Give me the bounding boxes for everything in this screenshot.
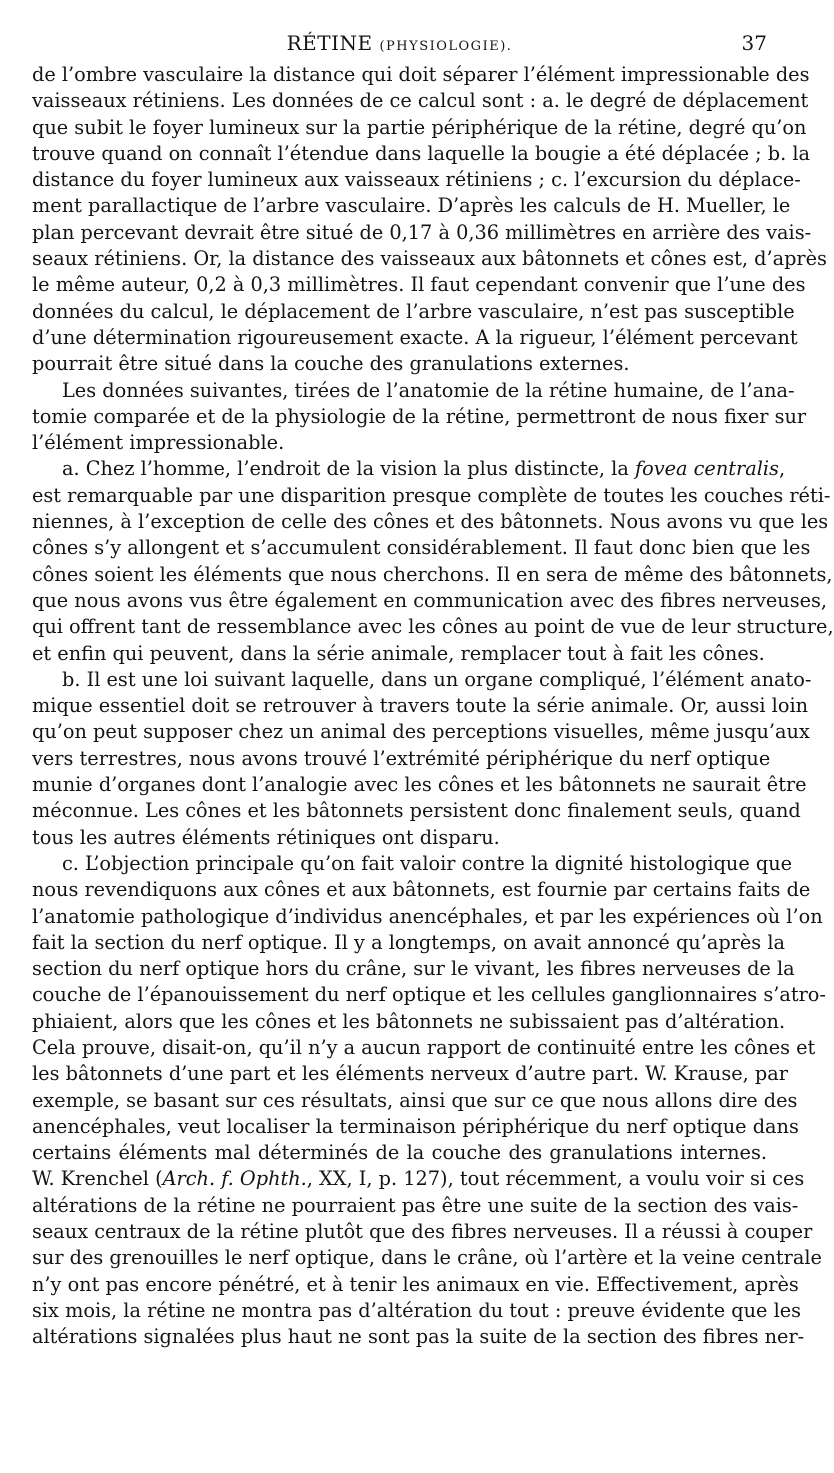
text-line: qui offrent tant de ressemblance avec les cônes au point de vue de leur structure, (32, 615, 834, 639)
text-line: c. L’objection principale qu’on fait valoir contre la dignité histologique que (62, 851, 793, 875)
text-line: d’une détermination rigoureusement exacte. A la rigueur, l’élément percevant (32, 325, 798, 349)
running-title (32, 28, 767, 62)
text-line: seaux rétiniens. Or, la distance des vaisseaux aux bâtonnets et cônes est, d’après (32, 247, 827, 271)
text-line: que subit le foyer lumineux sur la partie périphérique de la rétine, degré qu’on (32, 115, 807, 139)
text-line: certains éléments mal déterminés de la couche des granulations internes. (32, 1141, 767, 1165)
text-line: b. Il est une loi suivant laquelle, dans un organe compliqué, l’élément anato- (62, 667, 812, 691)
text-line (32, 456, 786, 482)
text-line (32, 1166, 805, 1192)
text-line: plan percevant devrait être situé de 0,17 à 0,36 millimètres en arrière des vais- (32, 220, 812, 244)
text-line: Cela prouve, disait-on, qu’il n’y a aucun rapport de continuité entre les cônes et (32, 1035, 816, 1059)
running-title-subtitle: (PHYSIOLOGIE). (379, 39, 513, 54)
text-line: méconnue. Les cônes et les bâtonnets persistent donc finalement seuls, quand (32, 799, 801, 823)
text-line: cônes s’y allongent et s’accumulent considérablement. Il faut donc bien que les (32, 536, 811, 560)
text-line: tomie comparée et de la physiologie de la rétine, permettront de nous fixer sur (32, 404, 807, 428)
text-line: ment parallactique de l’arbre vasculaire. D’après les calculs de H. Mueller, le (32, 194, 791, 218)
text-line: trouve quand on connaît l’étendue dans laquelle la bougie a été déplacée ; b. la (32, 141, 811, 165)
text-line: niennes, à l’exception de celle des cônes et des bâtonnets. Nous avons vu que les (32, 510, 829, 534)
text-segment: W. Krenchel ( (32, 1167, 163, 1191)
text-line: altérations signalées plus haut ne sont pas la suite de la section des fibres ner- (32, 1325, 805, 1349)
text-line: n’y ont pas encore pénétré, et à tenir les animaux en vie. Effectivement, après (32, 1272, 799, 1296)
running-header (32, 28, 767, 58)
text-line: sur des grenouilles le nerf optique, dans le crâne, où l’artère et la veine centrale (32, 1246, 822, 1270)
body-text (32, 62, 834, 1351)
text-segment: , XX, I, p. 127), tout récemment, a voulu voir si ces (306, 1167, 805, 1191)
text-line: cônes soient les éléments que nous cherchons. Il en sera de même des bâtonnets, (32, 562, 833, 586)
text-line: est remarquable par une disparition presque complète de toutes les couches réti- (32, 483, 831, 507)
text-line: que nous avons vus être également en communication avec des fibres nerveuses, (32, 588, 828, 612)
text-line: le même auteur, 0,2 à 0,3 millimètres. Il faut cependant convenir que l’une des (32, 273, 806, 297)
text-line: pourrait être situé dans la couche des granulations externes. (32, 352, 630, 376)
running-title-main: RÉTINE (286, 31, 373, 55)
text-line: les bâtonnets d’une part et les éléments nerveux d’autre part. W. Krause, par (32, 1062, 788, 1086)
text-line: qu’on peut supposer chez un animal des perceptions visuelles, même jusqu’aux (32, 720, 810, 744)
text-line: nous revendiquons aux cônes et aux bâtonnets, est fournie par certains faits de (32, 878, 811, 902)
text-line: phiaient, alors que les cônes et les bâtonnets ne subissaient pas d’altération. (32, 1009, 786, 1033)
text-segment: a. Chez l’homme, l’endroit de la vision la plus distincte, la (62, 457, 635, 481)
text-line: l’anatomie pathologique d’individus anencéphales, et par les expériences où l’on (32, 904, 823, 928)
text-line: tous les autres éléments rétiniques ont disparu. (32, 825, 500, 849)
text-line: vaisseaux rétiniens. Les données de ce calcul sont : a. le degré de déplacement (32, 89, 809, 113)
text-line: vers terrestres, nous avons trouvé l’extrémité périphérique du nerf optique (32, 746, 771, 770)
text-line: Les données suivantes, tirées de l’anatomie de la rétine humaine, de l’ana- (62, 378, 795, 402)
text-line: anencéphales, veut localiser la terminaison périphérique du nerf optique dans (32, 1114, 799, 1138)
text-line: distance du foyer lumineux aux vaisseaux rétiniens ; c. l’excursion du déplace- (32, 168, 801, 192)
italic-citation: fovea centralis (634, 457, 779, 481)
text-line: munie d’organes dont l’analogie avec les cônes et les bâtonnets ne saurait être (32, 773, 807, 797)
text-line: seaux centraux de la rétine plutôt que des fibres nerveuses. Il a réussi à couper (32, 1220, 813, 1244)
text-line: données du calcul, le déplacement de l’arbre vasculaire, n’est pas susceptible (32, 299, 795, 323)
text-line: exemple, se basant sur ces résultats, ainsi que sur ce que nous allons dire des (32, 1088, 798, 1112)
text-line: six mois, la rétine ne montra pas d’altération du tout : preuve évidente que les (32, 1298, 802, 1322)
text-line: mique essentiel doit se retrouver à travers toute la série animale. Or, aussi loin (32, 694, 809, 718)
text-line: et enfin qui peuvent, dans la série animale, remplacer tout à fait les cônes. (32, 641, 765, 665)
text-line: couche de l’épanouissement du nerf optique et les cellules ganglionnaires s’atro- (32, 983, 826, 1007)
text-line: l’élément impressionable. (32, 431, 285, 455)
text-line: de l’ombre vasculaire la distance qui doit séparer l’élément impressionable des (32, 63, 810, 86)
text-line: altérations de la rétine ne pourraient pas être une suite de la section des vais- (32, 1193, 799, 1217)
text-segment: , (778, 457, 786, 481)
page-number: 37 (741, 31, 767, 55)
text-line: section du nerf optique hors du crâne, sur le vivant, les fibres nerveuses de la (32, 957, 795, 981)
text-line: fait la section du nerf optique. Il y a longtemps, on avait annoncé qu’après la (32, 930, 785, 954)
italic-citation: Arch. f. Ophth. (162, 1167, 307, 1191)
